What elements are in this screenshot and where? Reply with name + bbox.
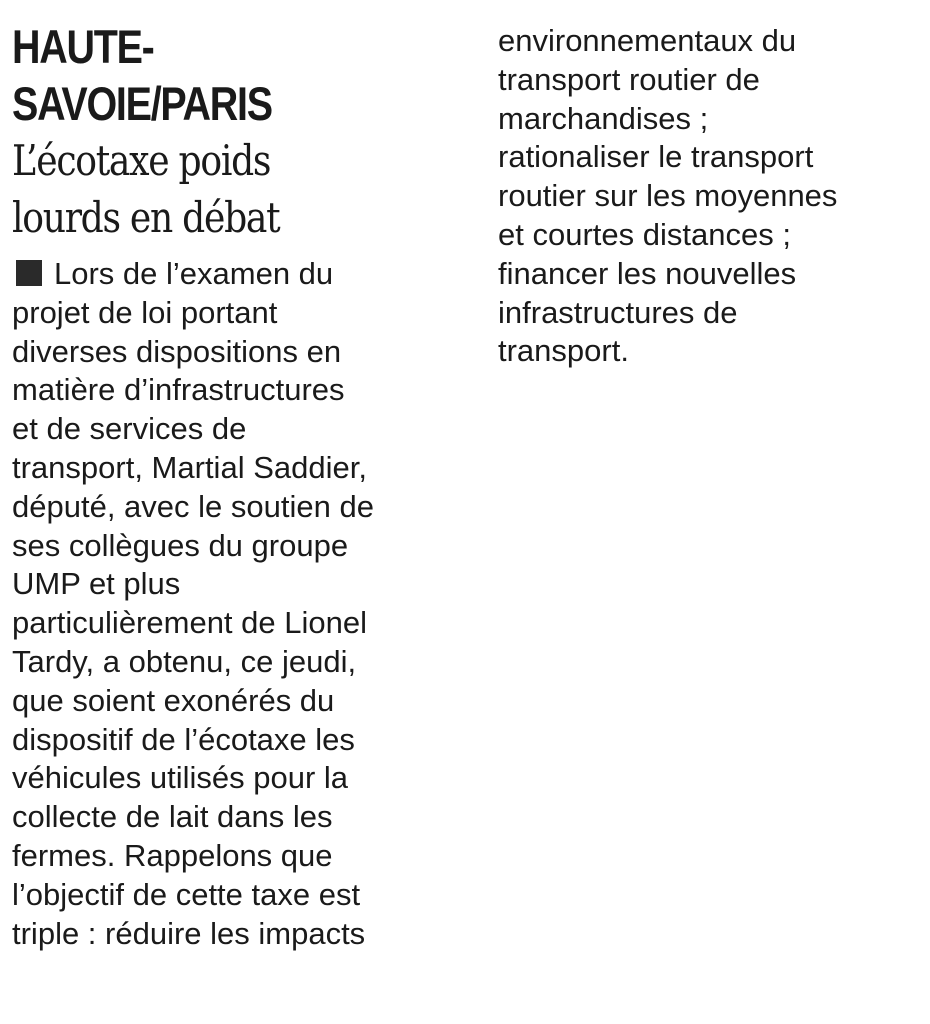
body-line: que soient exonérés du (12, 682, 335, 718)
body-line: triple : réduire les impacts (12, 915, 366, 951)
body-line (12, 255, 462, 294)
body-line: Tardy, a obtenu, ce jeudi, (12, 643, 357, 679)
kicker-line: HAUTE- (12, 20, 154, 73)
body-line: particulièrement de Lionel (12, 605, 367, 641)
article-body-right (498, 22, 918, 371)
body-line: collecte de lait dans les (12, 799, 333, 835)
article-body-left (12, 255, 462, 953)
body-line: transport routier de (498, 61, 760, 97)
body-line: infrastructures de (498, 294, 738, 330)
body-line: rationaliser le transport (498, 139, 814, 175)
left-column (12, 18, 462, 953)
body-line: l’objectif de cette taxe est (12, 876, 361, 912)
body-line: transport. (498, 333, 629, 369)
body-line: transport, Martial Saddier, (12, 449, 367, 485)
article-headline (12, 132, 459, 246)
kicker-line: SAVOIE/PARIS (12, 77, 272, 130)
body-line: financer les nouvelles (498, 255, 797, 291)
body-line: marchandises ; (498, 100, 709, 136)
right-column (498, 22, 918, 371)
body-line: UMP et plus (12, 566, 181, 602)
body-line: environnementaux du (498, 23, 797, 58)
body-line: et courtes distances ; (498, 216, 791, 252)
body-line: fermes. Rappelons que (12, 837, 333, 873)
body-line: routier sur les moyennes (498, 178, 838, 214)
body-line: véhicules utilisés pour la (12, 760, 349, 796)
body-line: ses collègues du groupe (12, 527, 349, 563)
body-line: projet de loi portant (12, 294, 278, 330)
body-line: député, avec le soutien de (12, 488, 374, 524)
headline-line: lourds en débat (12, 193, 280, 242)
body-line: et de services de (12, 411, 247, 447)
body-line: matière d’infrastructures (12, 372, 345, 408)
body-line: dispositif de l’écotaxe les (12, 721, 355, 757)
body-line-text: Lors de l’examen du (54, 256, 334, 291)
headline-line: L’écotaxe poids (12, 136, 271, 185)
body-line: diverses dispositions en (12, 333, 342, 369)
square-bullet-icon (16, 260, 42, 286)
article-kicker (12, 18, 466, 132)
